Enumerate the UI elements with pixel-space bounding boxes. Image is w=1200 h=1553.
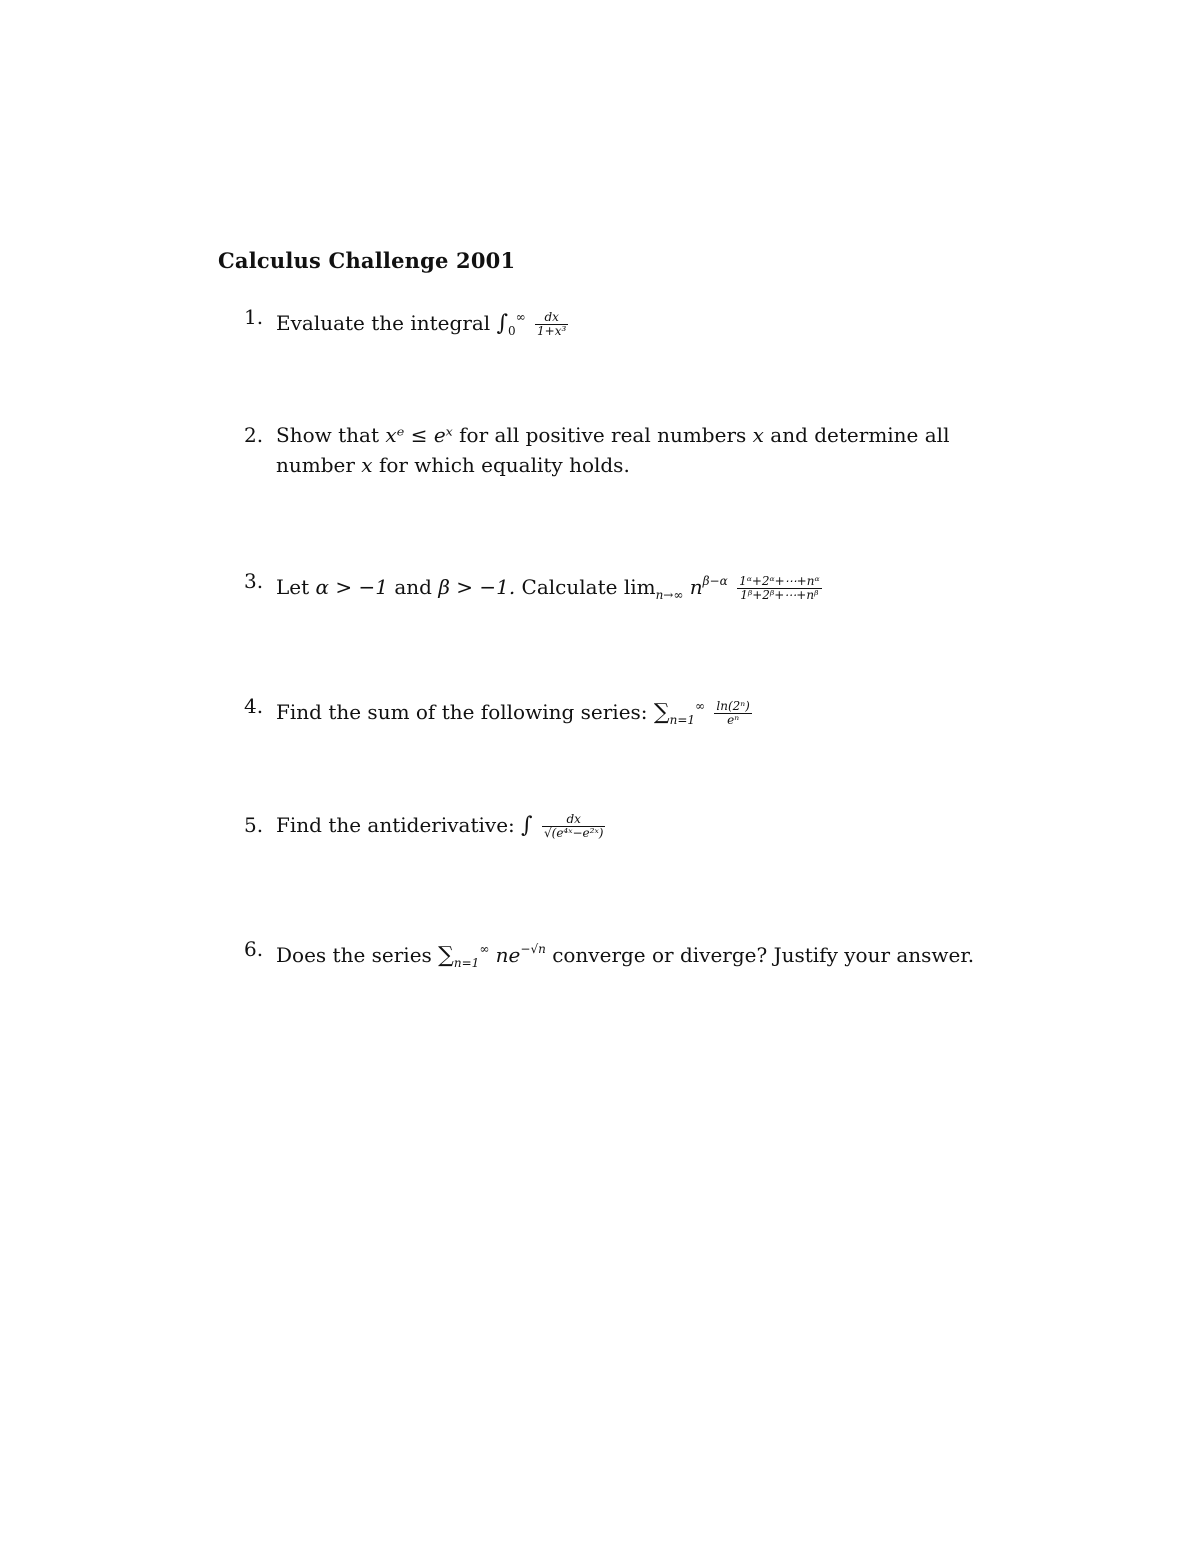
problem-text: Does the series [276, 943, 432, 967]
limit-operator: lim [623, 575, 656, 599]
sum-upper-limit: ∞ [695, 699, 706, 713]
document-title: Calculus Challenge 2001 [218, 248, 516, 273]
limit-exponent: β−α [702, 574, 728, 588]
problem-4 [244, 691, 1004, 735]
problem-number: 1. [244, 305, 264, 329]
limit-subscript: n→∞ [655, 588, 684, 602]
series-term: ne [495, 943, 521, 967]
fraction-numerator: dx [535, 311, 568, 325]
problem-2 [244, 420, 1004, 480]
problem-text: Evaluate the integral [276, 311, 491, 335]
integral-upper-limit: ∞ [515, 310, 526, 324]
fraction-denominator: 1+x³ [537, 324, 567, 338]
problem-text: Find the sum of the following series: [276, 700, 648, 724]
series-expression [438, 942, 552, 970]
integral-lower-limit: 0 [508, 324, 516, 338]
inequality-expression: xᵉ ≤ eˣ [385, 423, 453, 447]
condition-alpha: α > −1 [315, 575, 388, 599]
problem-text: for which equality holds. [378, 453, 630, 477]
fraction-numerator: dx [542, 813, 605, 827]
problem-number: 5. [244, 813, 264, 837]
sum-sign: ∑ [653, 700, 670, 725]
problem-number: 2. [244, 423, 264, 447]
problem-text: Find the antiderivative: [276, 813, 515, 837]
integral-sign: ∫ [496, 311, 509, 336]
problem-text: and [394, 575, 432, 599]
problem-text: for all positive real numbers [459, 423, 747, 447]
problem-1 [244, 302, 1004, 346]
fraction-numerator: ln(2ⁿ) [716, 699, 750, 713]
problem-text: converge or diverge? Justify your answer. [552, 943, 975, 967]
fraction [535, 311, 568, 338]
integral-sign: ∫ [521, 813, 533, 838]
problem-3 [244, 566, 1004, 610]
antiderivative-expression [521, 812, 608, 840]
sum-lower-limit: n=1 [453, 956, 480, 970]
sum-lower-limit: n=1 [669, 713, 696, 727]
fraction [737, 575, 821, 602]
problem-text: Show that [276, 423, 379, 447]
fraction-numerator: 1ᵅ+2ᵅ+⋯+nᵅ [739, 574, 820, 588]
limit-base: n [689, 575, 703, 599]
integral-expression [496, 310, 572, 338]
series-expression [653, 699, 755, 727]
variable-x: x [361, 453, 373, 477]
sum-sign: ∑ [438, 943, 454, 968]
problem-text: Let [276, 575, 310, 599]
problem-number: 4. [244, 694, 264, 718]
problem-text: and determine all number [276, 423, 950, 477]
problem-number: 3. [244, 569, 264, 593]
problem-number: 6. [244, 937, 264, 961]
problem-text: Calculate [521, 575, 618, 599]
sum-upper-limit: ∞ [479, 942, 490, 956]
series-term-exponent: −√n [520, 942, 546, 956]
variable-x: x [752, 423, 764, 447]
fraction-denominator: 1ᵝ+2ᵝ+⋯+nᵝ [740, 588, 819, 602]
limit-expression [623, 574, 825, 602]
problem-5 [244, 810, 1004, 841]
problem-6 [244, 934, 1004, 978]
fraction [542, 813, 605, 840]
fraction [714, 700, 751, 727]
condition-beta: β > −1. [438, 575, 516, 599]
fraction-denominator: eⁿ [727, 713, 740, 727]
fraction-denominator: √(e⁴ˣ−e²ˣ) [543, 826, 604, 840]
